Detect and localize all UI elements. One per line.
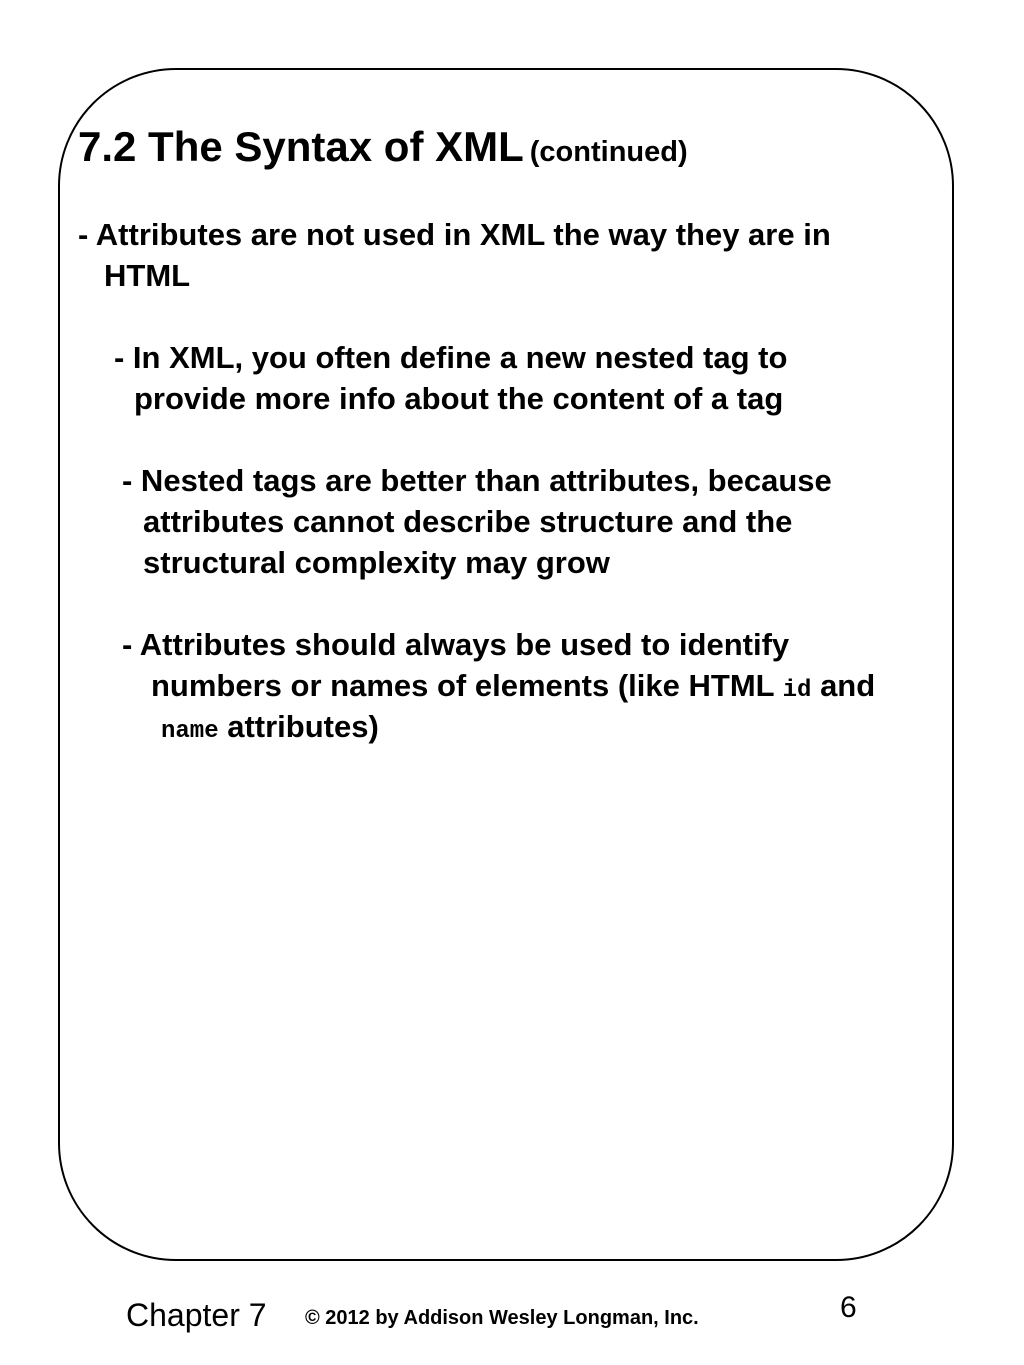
bullet2-line2: provide more info about the content of a tag [134, 381, 784, 416]
bullet4-line3-suffix: attributes) [218, 709, 379, 744]
bullet1-line2: HTML [104, 258, 191, 293]
bullet4-line3 [161, 711, 379, 744]
bullet3-line1: - Nested tags are better than attributes, because [122, 463, 832, 498]
bullet4-line2 [151, 670, 875, 703]
code-name: name [161, 718, 219, 745]
bullet4-line1: - Attributes should always be used to identify [122, 627, 790, 662]
slide-title-text: 7.2 The Syntax of XML [78, 123, 524, 170]
bullet3-line2: attributes cannot describe structure and the [143, 504, 793, 539]
bullet3-line3: structural complexity may grow [143, 545, 610, 580]
footer-copyright: © 2012 by Addison Wesley Longman, Inc. [305, 1307, 699, 1329]
footer-chapter: Chapter 7 [126, 1297, 267, 1333]
bullet4-line2-prefix: numbers or names of elements (like HTML [151, 668, 783, 703]
slide-title-suffix: (continued) [529, 136, 688, 168]
bullet4-line2-suffix: and [811, 668, 876, 703]
code-id: id [782, 677, 812, 704]
bullet1-line1: - Attributes are not used in XML the way they are in [78, 217, 831, 252]
slide-title [78, 123, 688, 170]
page-number: 6 [840, 1291, 857, 1324]
bullet2-line1: - In XML, you often define a new nested tag to [114, 340, 788, 375]
